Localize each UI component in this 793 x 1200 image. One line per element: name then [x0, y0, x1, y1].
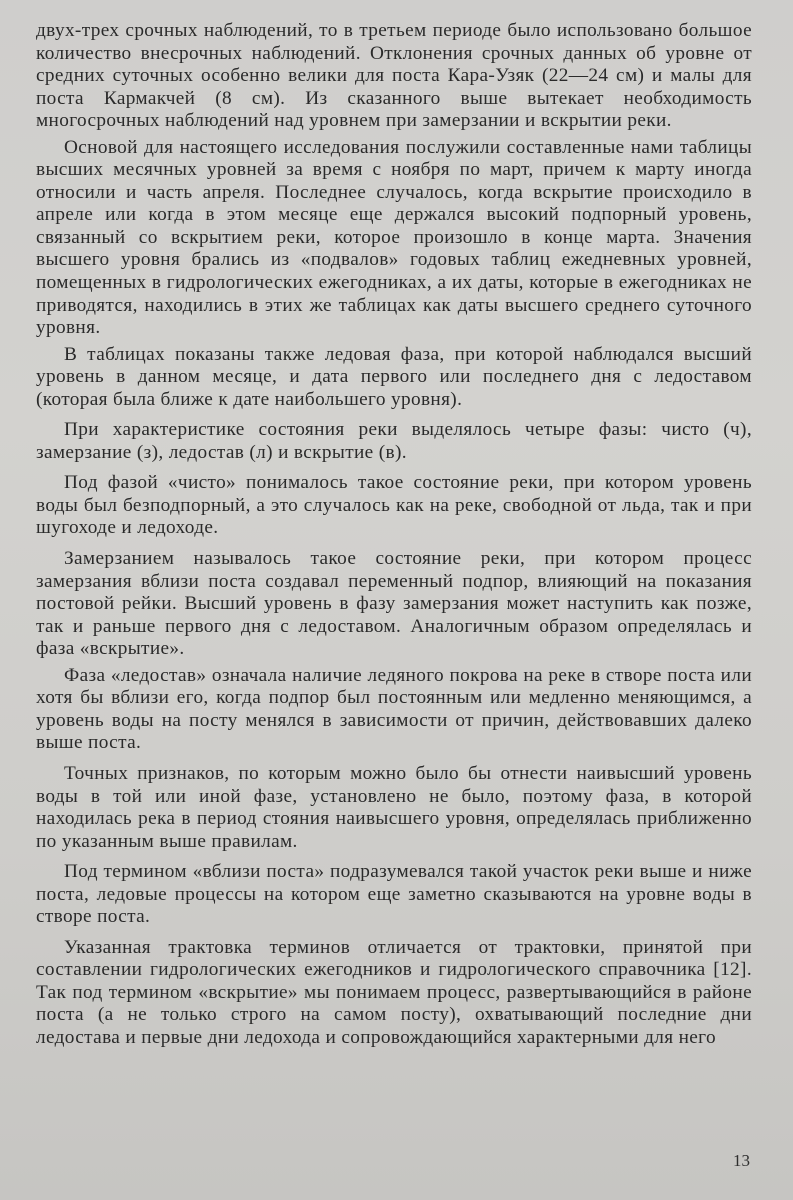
paragraph-continuation: двух-трех срочных наблюдений, то в третьем периоде было использовано большое количество внесрочных наблюдений. Отклонения срочных данных об уровне от средних суточных особенно велики для поста Кара-Узяк (22—24 см) и малы для поста Кармакчей (8 см). Из сказанного выше вытекает необходимость многосрочных наблюдений над уровнем при замерзании и вскрытии реки.: [36, 20, 752, 132]
paragraph-phase-clear: Под фазой «чисто» понималось такое состояние реки, при котором уровень воды был безподпорный, а это случалось как на реке, свободной от льда, так и при шугоходе и ледоходе.: [36, 472, 752, 539]
paragraph-phase-freezing: Замерзанием называлось такое состояние реки, при котором процесс замерзания вблизи поста создавал переменный подпор, влияющий на показания постовой рейки. Высший уровень в фазу замерзания может наступить как позже, так и раньше первого дня с ледоставом. Аналогичным образом определялась и фаза «вскрытие».: [36, 548, 752, 660]
page-number: 13: [733, 1151, 750, 1170]
paragraph-four-phases: При характеристике состояния реки выделялось четыре фазы: чисто (ч), замерзание (з), ледостав (л) и вскрытие (в).: [36, 419, 752, 463]
body-text: [36, 20, 752, 1050]
paragraph-basis-of-study: Основой для настоящего исследования послужили составленные нами таблицы высших месячных уровней за время с ноября по март, причем к марту иногда относили и часть апреля. Последнее случалось, когда вскрытие происходило в апреле или когда в этом месяце еще держался высокий подпорный уровень, связанный со вскрытием реки, которое произошло в конце марта. Значения высшего уровня брались из «подвалов» годовых таблиц ежедневных уровней, помещенных в гидрологических ежегодниках, а их даты, которые в ежегодниках не приводятся, находились в этих же таблицах как даты высшего среднего суточного уровня.: [36, 136, 752, 339]
paragraph-phase-ice-cover: Фаза «ледостав» означала наличие ледяного покрова на реке в створе поста или хотя бы вблизи его, когда подпор был постоянным или медленно меняющимся, а уровень воды на посту менялся в зависимости от причин, действовавших далеко выше поста.: [36, 664, 752, 754]
paragraph-precise-criteria: Точных признаков, по которым можно было бы отнести наивысший уровень воды в той или иной фазе, установлено не было, поэтому фаза, в которой находилась река в период стояния наивысшего уровня, определялась приближенно по указанным выше правилам.: [36, 762, 752, 852]
paragraph-term-interpretation: Указанная трактовка терминов отличается от трактовки, принятой при составлении гидрологических ежегодников и гидрологического справочника [12]. Так под термином «вскрытие» мы понимаем процесс, развертывающийся в районе поста (а не только строго на самом посту), охватывающий последние дни ледостава и первые дни ледохода и сопровождающийся характерными для него: [36, 936, 752, 1048]
paragraph-near-post-term: Под термином «вблизи поста» подразумевался такой участок реки выше и ниже поста, ледовые процессы на котором еще заметно сказываются на уровне воды в створе поста.: [36, 861, 752, 928]
paragraph-ice-phase-tables: В таблицах показаны также ледовая фаза, при которой наблюдался высший уровень в данном месяце, и дата первого или последнего дня с ледоставом (которая была ближе к дате наибольшего уровня).: [36, 343, 752, 410]
